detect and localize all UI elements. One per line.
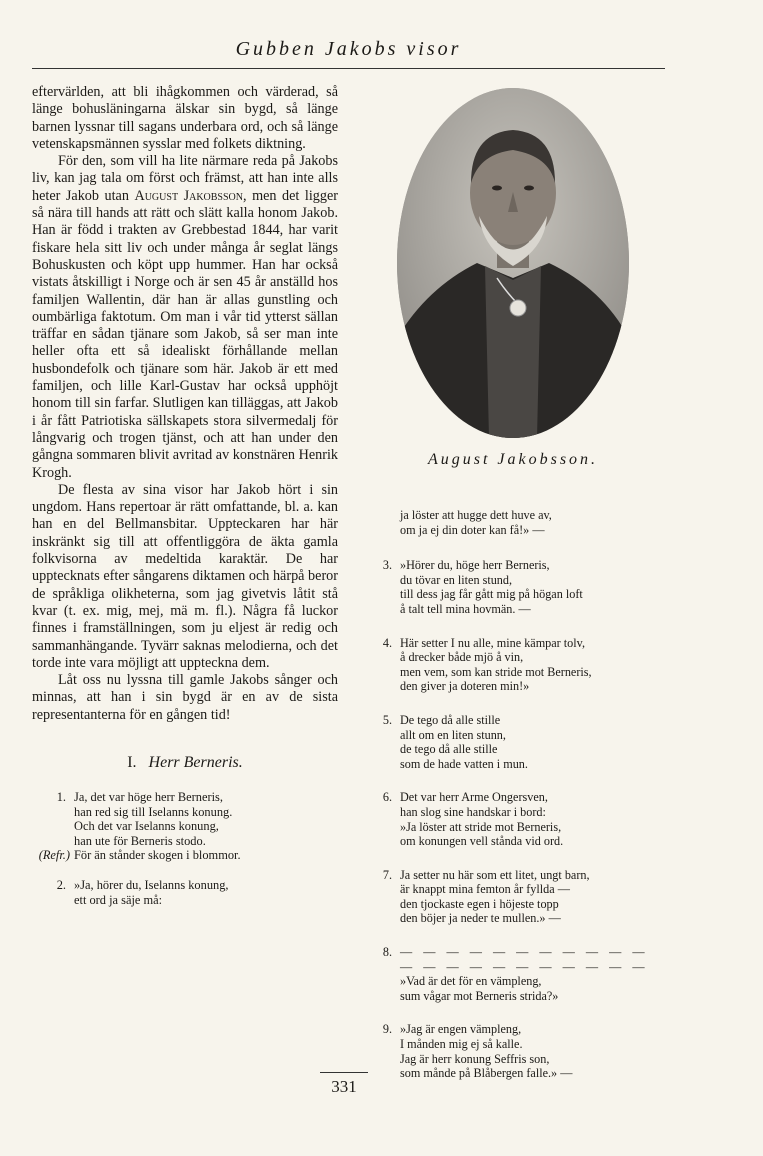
stanza-5: [372, 713, 662, 771]
stanza-number: 8.: [382, 945, 392, 960]
song-name: Herr Berneris.: [148, 753, 243, 771]
running-header: [32, 38, 665, 69]
stanza-number: 3.: [382, 558, 392, 573]
stanza-4: [372, 636, 662, 694]
stanza-number: 9.: [382, 1022, 392, 1037]
verse-line: »Jag är engen vämpleng,: [400, 1022, 522, 1037]
verse-line: är knappt mina femton år fyllda —: [400, 882, 570, 897]
right-column: [372, 508, 662, 1100]
stanza-2-continued: [372, 508, 662, 537]
stanza-8: [372, 945, 662, 1003]
verse-line: allt om en liten stunn,: [400, 727, 506, 742]
verse-line: Jag är herr konung Seffris son,: [400, 1051, 550, 1066]
verse-line: som de hade vatten i mun.: [400, 756, 528, 771]
portrait-caption: August Jakobsson.: [427, 451, 599, 468]
verse-line: till dess jag får gått mig på högan loft: [400, 587, 583, 602]
verse-line: I månden mig ej så kalle.: [400, 1037, 523, 1052]
verse-line: »Ja, hörer du, Iselanns konung,: [74, 877, 229, 892]
stanza-number: 6.: [382, 790, 392, 805]
refrain-line: För än stånder skogen i blommor.: [74, 848, 241, 863]
person-name: August Jakobsson: [134, 187, 243, 204]
paragraph-2-start: För den, som vill ha lite närmare reda på Jakobs liv, kan jag tala om först och främst, att han inte alls heter Jakob utan: [32, 153, 338, 204]
refrain-label: (Refr.): [38, 848, 70, 863]
portrait-image: [397, 88, 629, 438]
verse-line: om konungen vell stånda vid ord.: [400, 834, 564, 849]
paragraph-1: eftervärlden, att bli ihågkommen och värderad, så länge bohusläningarna älskar sin bygd, så länge barnen lyssnar till sagans underbara ord, och så länge vetenskapsmännen sysslar med folkets diktning.: [32, 84, 338, 152]
stanza-1: [32, 790, 338, 863]
stanza-3: [372, 558, 662, 616]
verse-line: den giver ja doteren min!»: [400, 679, 530, 694]
header-title: Gubben Jakobs visor: [235, 38, 462, 60]
verse-line: »Ja löster att stride mot Berneris,: [400, 819, 562, 834]
stanza-number: 5.: [382, 712, 392, 727]
stanza-6: [372, 790, 662, 848]
verse-line: »Vad är det för en vämpleng,: [400, 974, 542, 989]
verse-line: han red sig till Iselanns konung.: [74, 804, 233, 819]
stanza-number: 2.: [56, 877, 66, 892]
paragraph-3: De flesta av sina visor har Jakob hört i sin ungdom. Hans repertoar är rätt omfattande, bl. a. kan han en del Bellmansbitar. Uppteckaren har här inskränkt sig till att offentliggöra de äkta gamla folkvisorna av medeltida karaktär. De har upptecknats efter sångarens diktamen och härpå beror de språkliga olikheterna, som jag givetvis låtit stå kvar (t. ex. mig, mej, mä m. fl.). Några få luckor finnes i framställningen, som ju eljest är redig och sammanhängande. Tyvärr saknas melodierna, och det torde inte vara möjligt att uppteckna dem.: [32, 481, 338, 671]
stanza-number: 4.: [382, 635, 392, 650]
verse-line: de tego då alle stille: [400, 742, 498, 757]
paragraph-2-end: , men det ligger så nära till hands att rätt och slätt kalla honom Jakob. Han är född i trakten av Grebbestad 1844, har varit fiskare hela sitt liv och under många år seglat längs Bohuskusten och köpt upp hummer. Han har också vistats åtskilligt i Norge och är sen 45 år anställd hos familjen Wallentin, där han är allas gunstling och oumbärliga faktotum. Om man i vår tid ytterst sällan träffar en sådan tjänare som Jakob, så ser man inte heller ofta ett så idealiskt förhållande mellan husbondefolk och tjänare som här. Jakob är ett med familjen, och lille Karl-Gustav har också upphöjt honom till sin farfar. Slutligen kan tilläggas, att Jakob i år fått Patriotiska sällskapets stora silvermedalj för långvarig och trogen tjänst, och att han under den gångna sommaren blivit avritad av konstnären Henrik Krogh.: [32, 187, 338, 481]
left-column: [32, 84, 338, 922]
verse-line: Ja, det var höge herr Berneris,: [74, 789, 223, 804]
stanza-number: 1.: [56, 789, 66, 804]
verse-line: den böjer ja neder te mullen.» —: [400, 911, 561, 926]
verse-line: »Hörer du, höge herr Berneris,: [400, 558, 550, 573]
verse-line: den tjockaste egen i höjeste topp: [400, 896, 559, 911]
omitted-line: — — — — — — — — — — —: [400, 945, 649, 960]
verse-line: De tego då alle stille: [400, 712, 501, 727]
verse-line: sum vågar mot Berneris strida?»: [400, 988, 559, 1003]
verse-line: å drecker både mjö å vin,: [400, 650, 524, 665]
verse-line: ja löster att hugge dett huve av,: [400, 508, 552, 522]
verse-line: han slog sine handskar i bord:: [400, 804, 546, 819]
verse-line: han ute för Berneris stodo.: [74, 833, 206, 848]
portrait-photo: [397, 88, 629, 438]
paragraph-4: Låt oss nu lyssna till gamle Jakobs sånger och minnas, att han i sin bygd är en av de sista representanterna för en gången tid!: [32, 672, 338, 723]
verse-line: om ja ej din doter kan få!» —: [400, 522, 545, 537]
verse-line: men vem, som kan stride mot Berneris,: [400, 664, 592, 679]
omitted-line: — — — — — — — — — — —: [400, 959, 649, 974]
verse-line: som månde på Blåbergen falle.» —: [400, 1066, 573, 1081]
verse-line: du tövar en liten stund,: [400, 572, 513, 587]
stanza-7: [372, 868, 662, 926]
paragraph-2: [32, 153, 338, 482]
stanza-9: [372, 1022, 662, 1080]
song-number: I.: [127, 753, 137, 771]
stanza-2: [32, 878, 338, 907]
song-title: [32, 754, 338, 772]
page-number: 331: [320, 1072, 368, 1097]
verse-line: ett ord ja säje må:: [74, 892, 163, 907]
verse-line: å talt tell mina hovmän. —: [400, 601, 531, 616]
verse-line: Här setter I nu alle, mine kämpar tolv,: [400, 635, 586, 650]
verse-line: Det var herr Arme Ongersven,: [400, 790, 548, 805]
verse-line: Och det var Iselanns konung,: [74, 819, 219, 834]
stanza-number: 7.: [382, 867, 392, 882]
refrain-row: [38, 848, 338, 863]
verse-line: Ja setter nu här som ett litet, ungt barn,: [400, 867, 590, 882]
